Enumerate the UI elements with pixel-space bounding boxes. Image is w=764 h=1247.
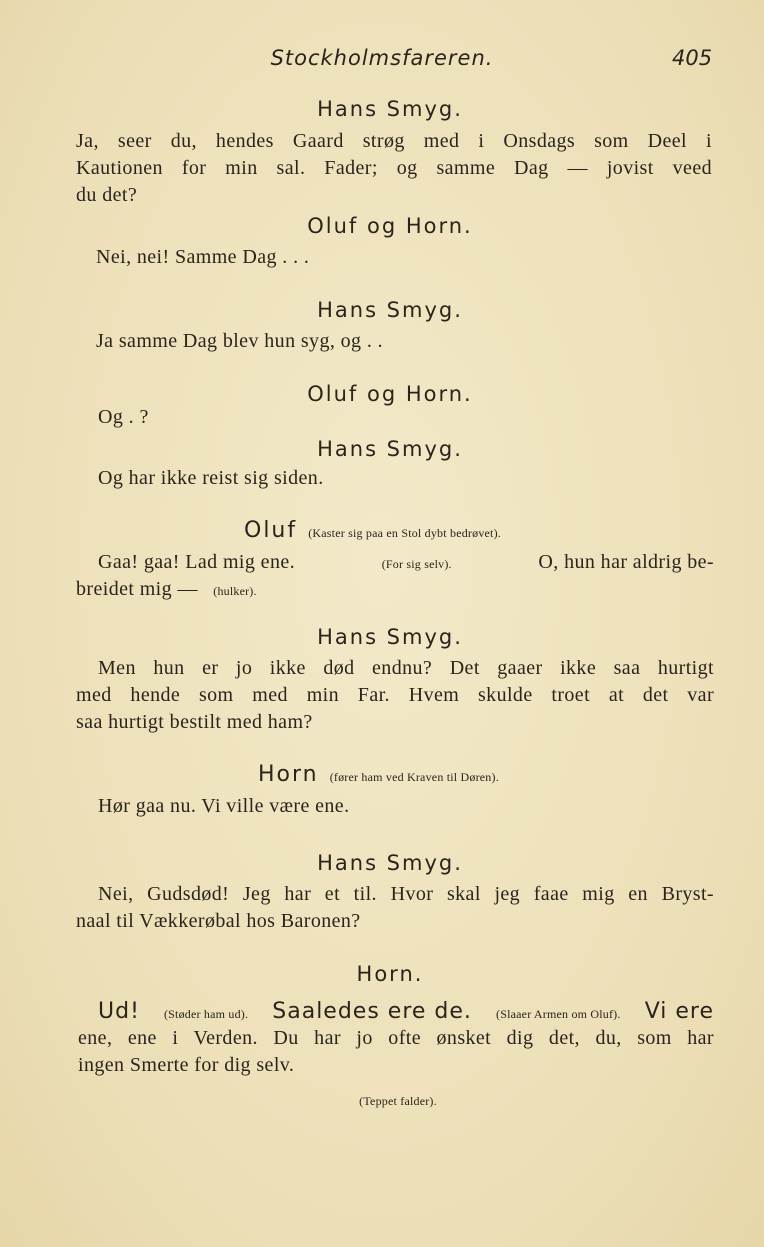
dialogue-line: Nei, Gudsdød! Jeg har et til. Hvor skal jeg faae mig en Bryst- — [98, 883, 714, 905]
dialogue-line: Ja samme Dag blev hun syg, og . . — [96, 330, 384, 352]
dialogue-text: Vi ere — [644, 999, 714, 1024]
dialogue-line: Men hun er jo ikke død endnu? Det gaaer ikke saa hurtigt — [98, 657, 714, 679]
curtain-direction: (Teppet falder). — [359, 1094, 437, 1108]
speaker-name: Horn — [258, 762, 319, 787]
stage-direction: (Støder ham ud). — [163, 1007, 249, 1021]
speaker-heading: Hans Smyg. — [317, 97, 463, 121]
dialogue-line: Nei, nei! Samme Dag . . . — [96, 246, 310, 268]
stage-direction: (For sig selv). — [381, 557, 452, 571]
dialogue-text: Ud! — [98, 999, 140, 1024]
dialogue-text: breidet mig — — [76, 578, 198, 600]
speaker-heading: Hans Smyg. — [317, 851, 463, 875]
speaker-heading-with-direction — [244, 518, 501, 543]
stage-direction: (Kaster sig paa en Stol dybt bedrøvet). — [308, 526, 501, 540]
dialogue-line — [98, 999, 714, 1024]
speaker-heading-with-direction — [258, 762, 499, 787]
speaker-name: Oluf — [244, 518, 298, 543]
dialogue-text: Gaa! gaa! Lad mig ene. — [98, 551, 296, 573]
stage-direction: (Slaaer Armen om Oluf). — [496, 1007, 621, 1021]
dialogue-line: Hør gaa nu. Vi ville være ene. — [98, 795, 350, 817]
stage-direction: (hulker). — [213, 584, 257, 598]
speaker-heading: Oluf og Horn. — [307, 382, 473, 406]
dialogue-line: med hende som med min Far. Hvem skulde troet at det var — [76, 684, 714, 706]
page-number: 405 — [672, 46, 713, 70]
dialogue-line: Kautionen for min sal. Fader; og samme Dag — jovist veed — [76, 157, 712, 179]
dialogue-text: O, hun har aldrig be- — [538, 551, 714, 573]
dialogue-text: Saaledes ere de. — [272, 999, 472, 1024]
dialogue-line: ene, ene i Verden. Du har jo ofte ønsket dig det, du, som har — [78, 1027, 714, 1049]
speaker-heading: Hans Smyg. — [317, 437, 463, 461]
speaker-heading: Hans Smyg. — [317, 298, 463, 322]
dialogue-line: du det? — [76, 184, 138, 206]
running-title: Stockholmsfareren. — [270, 46, 494, 70]
dialogue-line: saa hurtigt bestilt med ham? — [76, 711, 313, 733]
dialogue-line — [76, 578, 257, 601]
dialogue-line: ingen Smerte for dig selv. — [78, 1054, 295, 1076]
speaker-heading: Hans Smyg. — [317, 625, 463, 649]
speaker-heading: Oluf og Horn. — [307, 214, 473, 238]
dialogue-line: Og har ikke reist sig siden. — [98, 467, 324, 489]
speaker-heading: Horn. — [356, 962, 424, 986]
dialogue-line: Og . ? — [98, 406, 149, 428]
dialogue-line: naal til Vækkerøbal hos Baronen? — [76, 910, 361, 932]
dialogue-line: Ja, seer du, hendes Gaard strøg med i Onsdags som Deel i — [76, 130, 712, 152]
stage-direction: (fører ham ved Kraven til Døren). — [329, 770, 499, 784]
dialogue-line — [98, 551, 714, 574]
